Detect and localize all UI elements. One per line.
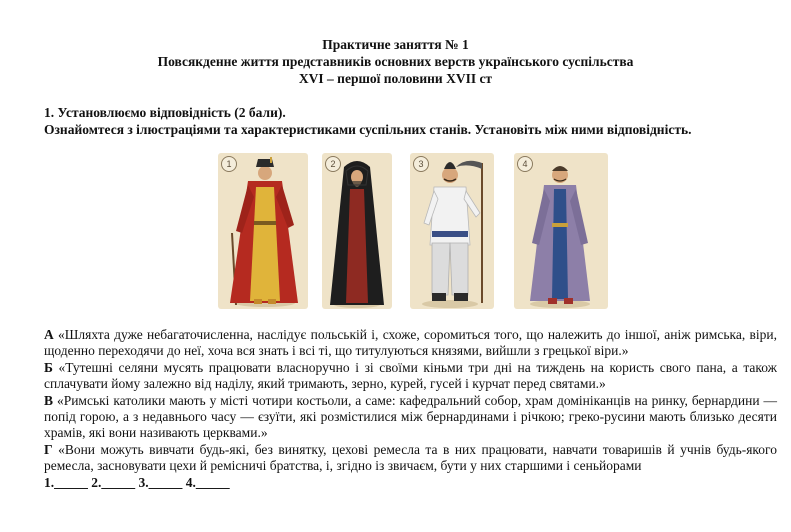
description-c xyxy=(44,393,777,442)
task-heading: 1. Установлюємо відповідність (2 бали). xyxy=(44,105,286,120)
illustrations-row xyxy=(218,153,608,309)
description-b xyxy=(44,360,777,393)
description-d xyxy=(44,442,777,475)
description-letter-b: Б xyxy=(44,359,53,375)
title-line-3: XVI – першої половини XVII ст xyxy=(298,71,493,86)
illustration-4 xyxy=(514,153,608,309)
illustration-number-2: 2 xyxy=(325,156,341,172)
task-block xyxy=(44,104,691,138)
monk-figure-image xyxy=(322,153,392,309)
description-letter-c: В xyxy=(44,392,54,408)
task-instruction: Ознайомтеся з ілюстраціями та характеристиками суспільних станів. Установіть між ними відповідність. xyxy=(44,122,692,137)
illustration-number-1: 1 xyxy=(221,156,237,172)
description-text-b: «Тутешні селяни мусять працювати власноручно і зі своїми кіньми три дні на тиждень на користь свого пана, а також сплачувати йому залежно від наділу, який тримають, зерно, курей, гусей і курчат перед святами.» xyxy=(44,359,777,392)
description-a xyxy=(44,327,777,360)
title-line-1: Практичне заняття № 1 xyxy=(322,37,469,52)
description-text-c: «Римські католики мають у місті чотири костьоли, а саме: кафедральний собор, храм домініканців на ринку, бернардини — попід горою, а з недавнього часу — єзуїти, які розмістилися між бернардинами і річкою; греко-русини мають близько десяти храмів, які вони називають церквами.» xyxy=(44,392,778,441)
illustration-1 xyxy=(218,153,308,309)
illustration-3 xyxy=(410,153,494,309)
illustration-number-3: 3 xyxy=(413,156,429,172)
title-line-2: Повсякденне життя представників основних верств українського суспільства xyxy=(157,54,634,69)
answer-line: 1._____ 2._____ 3._____ 4._____ xyxy=(44,474,230,490)
illustration-number-4: 4 xyxy=(517,156,533,172)
document-title xyxy=(0,36,791,87)
illustration-2 xyxy=(322,153,392,309)
nobleman-figure-image xyxy=(218,153,308,309)
description-text-a: «Шляхта дуже небагаточисленна, наслідує польській і, схоже, соромиться того, що належить до іншої, аніж римська, віри, щоденно переходячи до неї, хоча вся знать і всі ті, що титулуються князями, вийшли з грецької віри.» xyxy=(44,327,777,359)
description-text-d: «Вони можуть вивчати будь-які, без винятку, цехові ремесла та в них працювати, навчати товаришів й учнів будь-якого ремесла, засновувати цехи й ремісничі братства, і, згідно із звичаєм, бути у них старшими і сеньйорами xyxy=(44,441,777,474)
description-letter-d: Г xyxy=(44,441,53,457)
description-letter-a: А xyxy=(44,327,54,342)
descriptions-block xyxy=(44,327,777,491)
peasant-figure-image xyxy=(410,153,494,309)
burgher-figure-image xyxy=(514,153,608,309)
